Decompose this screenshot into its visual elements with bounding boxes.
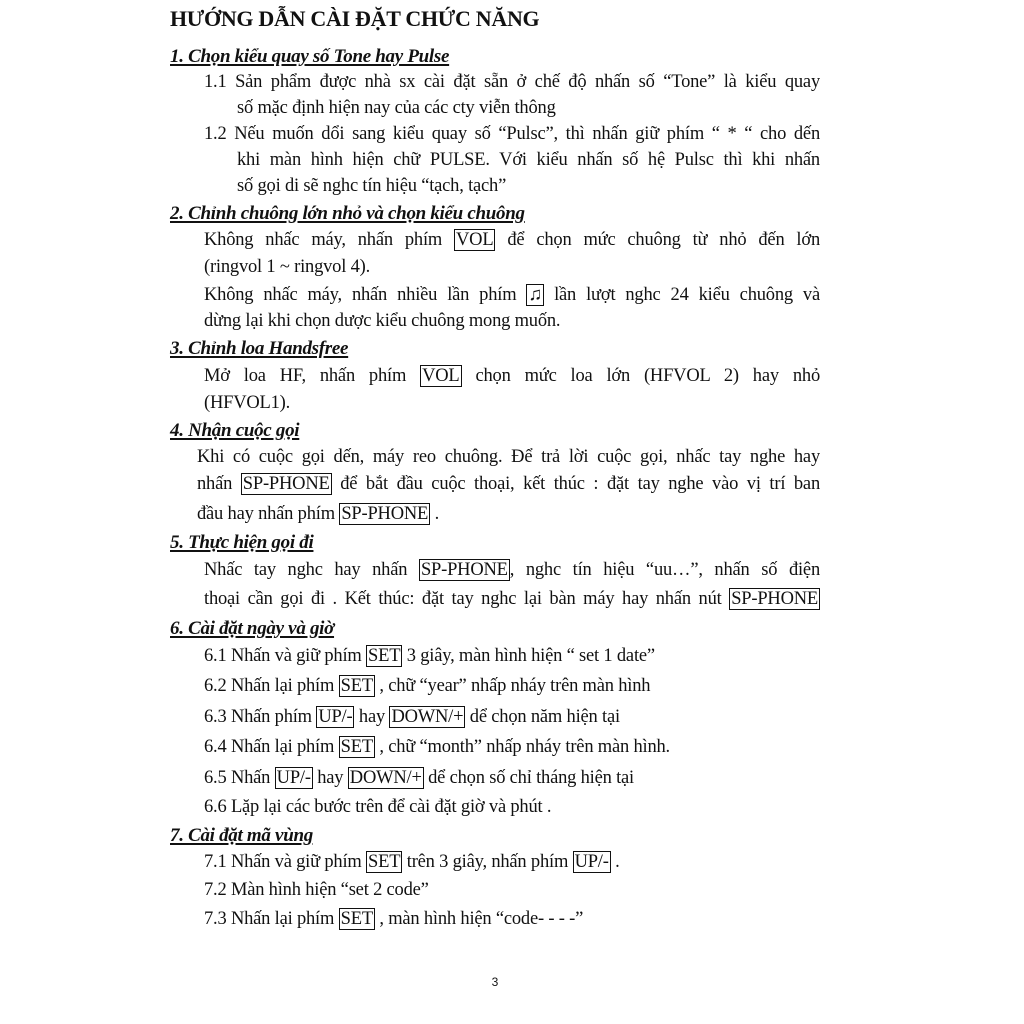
text-segment: 1.2 Nếu muốn dổi sang kiểu quay số “Pulsc”, thì nhấn giữ phím “ * “ cho dến [204,124,820,144]
section-heading: 2. Chỉnh chuông lớn nhỏ và chọn kiểu chuông [170,203,525,224]
text-segment: . [430,504,439,524]
page-title: HƯỚNG DẪN CÀI ĐẶT CHỨC NĂNG [170,6,540,31]
text-line [204,766,634,790]
text-segment: để chọn mức chuông từ nhỏ đến lớn [495,230,820,250]
text-segment: Không nhấc máy, nhấn nhiều lần phím [204,285,527,305]
text-line [197,472,820,496]
text-segment: (ringvol 1 ~ ringvol 4). [204,257,371,277]
text-segment: dể chọn số chỉ tháng hiện tại [423,768,634,788]
text-line [204,309,560,333]
text-segment: 1.1 Sản phẩm được nhà sx cài đặt sẵn ở chế độ nhấn số “Tone” là kiểu quay [204,72,820,92]
text-segment: 7.1 Nhấn và giữ phím [204,852,367,872]
text-line [204,735,670,759]
key-label-box: SET [368,646,401,666]
section-heading: 5. Thực hiện gọi đi [170,532,314,553]
key-label-box: SET [340,909,373,929]
text-line [204,674,650,698]
key-label-box: SP-PHONE [341,504,429,524]
music-note-key-icon: ♫ [528,285,543,305]
text-segment: 6.6 Lặp lại các bước trên để cài đặt giờ và phút . [204,797,552,817]
key-label-box: UP/- [276,768,311,788]
text-segment: lần lượt nghc 24 kiểu chuông và [544,285,820,305]
text-segment: thoại cần gọi đi . Kết thúc: đặt tay nghc lại bàn máy hay nhấn nút [204,589,730,609]
text-line [204,70,820,94]
text-segment: hay [312,768,348,788]
text-line [204,907,583,931]
section-heading: 1. Chọn kiểu quay số Tone hay Pulse [170,46,450,67]
text-segment: Nhấc tay nghc hay nhấn [204,560,419,580]
key-label-box: DOWN/+ [391,707,464,727]
text-line [204,391,290,415]
text-segment: dể chọn năm hiện tại [465,707,620,727]
key-label-box: SET [340,737,373,757]
text-segment: Khi có cuộc gọi dến, máy reo chuông. Để trả lời cuộc gọi, nhấc tay nghe hay [197,447,820,467]
text-segment: 6.5 Nhấn [204,768,275,788]
text-line [204,878,429,902]
text-line [204,795,551,819]
text-line [237,174,506,198]
text-segment: trên 3 giây, nhấn phím [402,852,573,872]
text-segment: 6.2 Nhấn lại phím [204,676,339,696]
text-segment: khi màn hình hiện chữ PULSE. Với kiểu nhấn số hệ Pulsc thì khi nhấn [237,150,820,170]
text-segment: , nghc tín hiệu “uu…”, nhấn số điện [509,560,820,580]
text-segment: 6.1 Nhấn và giữ phím [204,646,367,666]
text-line [197,445,820,469]
key-label-box: SP-PHONE [242,474,330,494]
text-line [204,644,655,668]
text-segment: nhấn [197,474,241,494]
text-segment: , màn hình hiện “code- - - -” [374,909,584,929]
text-segment: 6.3 Nhấn phím [204,707,317,727]
text-segment: để bắt đầu cuộc thoại, kết thúc : đặt tay nghe vào vị trí ban [331,474,820,494]
section-heading: 3. Chỉnh loa Handsfree [170,338,349,359]
key-label-box: UP/- [318,707,353,727]
text-line [204,228,820,252]
text-line [237,96,556,120]
section-heading: 4. Nhận cuộc gọi [170,420,300,441]
text-line [237,148,820,172]
text-line [204,255,370,279]
text-line [204,122,820,146]
key-label-box: SET [368,852,401,872]
text-segment: dừng lại khi chọn dược kiểu chuông mong muốn. [204,311,561,331]
text-segment: hay [354,707,390,727]
text-segment: chọn mức loa lớn (HFVOL 2) hay nhỏ [461,366,820,386]
text-segment: 6.4 Nhấn lại phím [204,737,339,757]
section-heading: 6. Cài đặt ngày và giờ [170,618,335,639]
key-label-box: SP-PHONE [731,589,818,609]
text-segment: số mặc định hiện nay của các cty viễn thông [237,98,556,118]
page-number: 3 [491,975,499,989]
text-segment: số gọi di sẽ nghc tín hiệu “tạch, tạch” [237,176,507,196]
key-label-box: VOL [422,366,460,386]
key-label-box: DOWN/+ [349,768,422,788]
text-line [204,558,820,582]
text-segment: 3 giây, màn hình hiện “ set 1 date” [402,646,655,666]
text-segment: Mở loa HF, nhấn phím [204,366,421,386]
text-line [197,502,439,526]
key-label-box: VOL [456,230,494,250]
text-segment: 7.2 Màn hình hiện “set 2 code” [204,880,429,900]
text-segment: đầu hay nhấn phím [197,504,340,524]
section-heading: 7. Cài đặt mã vùng [170,825,313,846]
text-line [204,364,820,388]
text-segment: , chữ “year” nhấp nháy trên màn hình [374,676,651,696]
text-segment: 7.3 Nhấn lại phím [204,909,339,929]
text-line [204,283,820,307]
text-line [204,850,620,874]
text-segment: . [610,852,620,872]
text-segment: , chữ “month” nhấp nháy trên màn hình. [374,737,670,757]
text-segment: Không nhấc máy, nhấn phím [204,230,455,250]
key-label-box: SET [340,676,373,696]
text-line [204,705,620,729]
text-segment: (HFVOL1). [204,393,291,413]
text-line [204,587,820,611]
key-label-box: SP-PHONE [420,560,508,580]
key-label-box: UP/- [574,852,609,872]
